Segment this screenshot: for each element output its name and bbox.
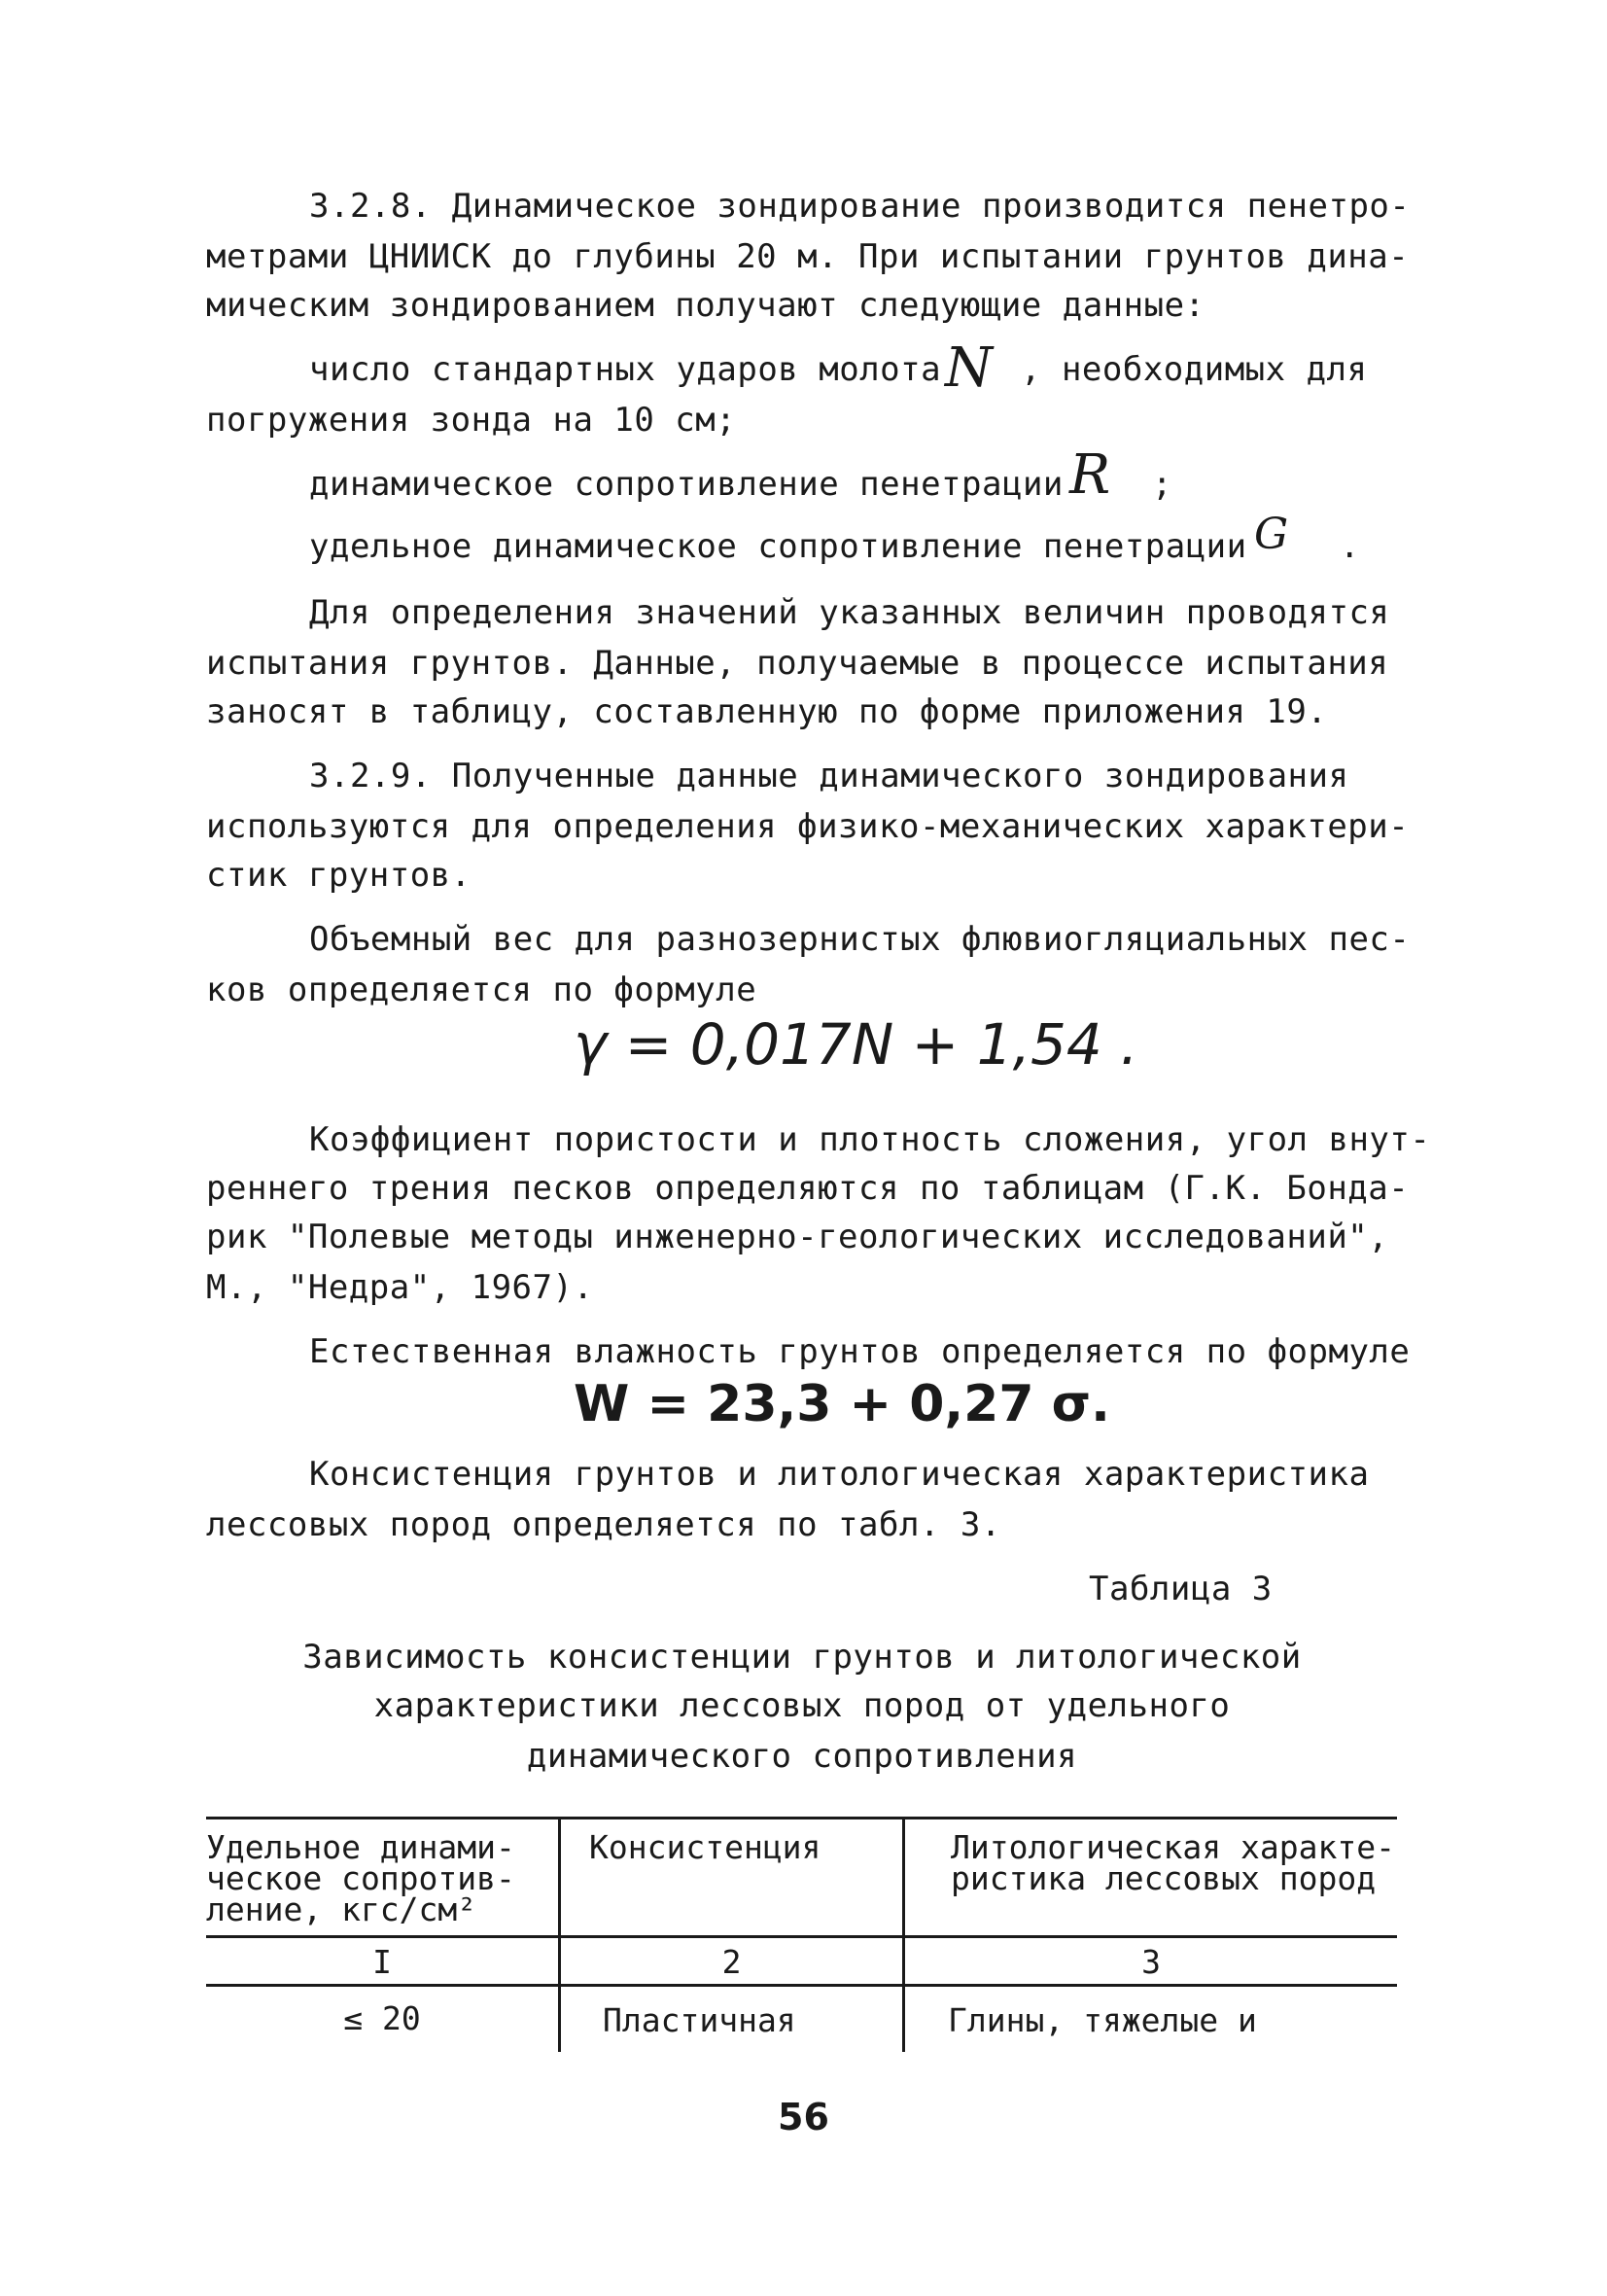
item-1-text-end: , необходимых для [1021, 350, 1368, 389]
table-top-rule [206, 1817, 1397, 1819]
para-volume-line-2: ков определяется по формуле [206, 971, 757, 1009]
para-volume-line-1: Объемный вес для разнозернистых флювиогляциальных пес- [309, 920, 1411, 959]
para-328-line-1: 3.2.8. Динамическое зондирование производится пенетро- [309, 187, 1411, 226]
para-consistency-line-2: лессовых пород определяется по табл. 3. [206, 1505, 1001, 1544]
para-porosity-line-4: М., "Недра", 1967). [206, 1268, 594, 1307]
page-number: 56 [778, 2096, 829, 2138]
table-row-1-col-1: ≤ 20 [343, 1999, 421, 2037]
para-tests-line-2: испытания грунтов. Данные, получаемые в процессе испытания [206, 644, 1389, 683]
item-1-text: число стандартных ударов молота [309, 350, 942, 389]
item-3-text: удельное динамическое сопротивление пенетрации [309, 527, 1247, 566]
table-header-col-2: Консистенция [589, 1828, 821, 1866]
formula-moisture: W = 23,3 + 0,27 σ. [574, 1375, 1110, 1433]
table-title-line-3: динамического сопротивления [526, 1737, 1078, 1776]
item-2-text-end: ; [1152, 465, 1172, 504]
para-porosity-line-1: Коэффициент пористости и плотность сложения, угол внут- [309, 1120, 1431, 1159]
para-consistency-line-1: Консистенция грунтов и литологическая характеристика [309, 1455, 1370, 1494]
item-2-text: динамическое сопротивление пенетрации [309, 465, 1064, 504]
table-title-line-1: Зависимость консистенции грунтов и литологической [302, 1638, 1302, 1677]
table-number-rule [206, 1984, 1397, 1987]
para-tests-line-1: Для определения значений указанных величин проводятся [309, 593, 1390, 632]
table-col-divider-1 [558, 1817, 561, 2052]
para-porosity-line-3: рик "Полевые методы инженерно-геологических исследований", [206, 1218, 1389, 1256]
table-header-col-3: Литологическая характе- ристика лессовых пород [951, 1828, 1395, 1897]
para-328-line-3: мическим зондированием получают следующие данные: [206, 286, 1205, 325]
table-row-1-col-2: Пластичная [603, 2001, 796, 2039]
para-329-line-2: используются для определения физико-механических характери- [206, 807, 1410, 846]
para-tests-line-3: заносят в таблицу, составленную по форме приложения 19. [206, 692, 1328, 731]
item-3-text-end: . [1340, 527, 1360, 566]
table-col-divider-2 [902, 1817, 905, 2052]
symbol-n: N [945, 336, 993, 400]
table-col-number-2: 2 [721, 1943, 742, 1981]
symbol-r: R [1069, 443, 1111, 507]
table-header-col-1: Удельное динами- ческое сопротив- ление, кгс/см² [206, 1828, 515, 1928]
table-label: Таблица 3 [1089, 1570, 1273, 1608]
item-1-text-cont: погружения зонда на 10 см; [206, 401, 737, 440]
formula-volume-weight: γ = 0,017N + 1,54 . [574, 1011, 1138, 1077]
table-row-1-col-3: Глины, тяжелые и [948, 2001, 1257, 2039]
para-329-line-1: 3.2.9. Полученные данные динамического зондирования [309, 757, 1349, 795]
table-title-line-2: характеристики лессовых пород от удельного [373, 1686, 1231, 1725]
symbol-sigma: G [1254, 510, 1289, 559]
table-header-rule [206, 1935, 1397, 1938]
para-329-line-3: стик грунтов. [206, 856, 472, 895]
table-col-number-3: 3 [1141, 1943, 1161, 1981]
table-col-number-1: I [372, 1943, 392, 1981]
para-moisture: Естественная влажность грунтов определяется по формуле [309, 1332, 1411, 1371]
para-porosity-line-2: реннего трения песков определяются по таблицам (Г.К. Бонда- [206, 1169, 1410, 1208]
para-328-line-2: метрами ЦНИИСК до глубины 20 м. При испытании грунтов дина- [206, 237, 1410, 276]
